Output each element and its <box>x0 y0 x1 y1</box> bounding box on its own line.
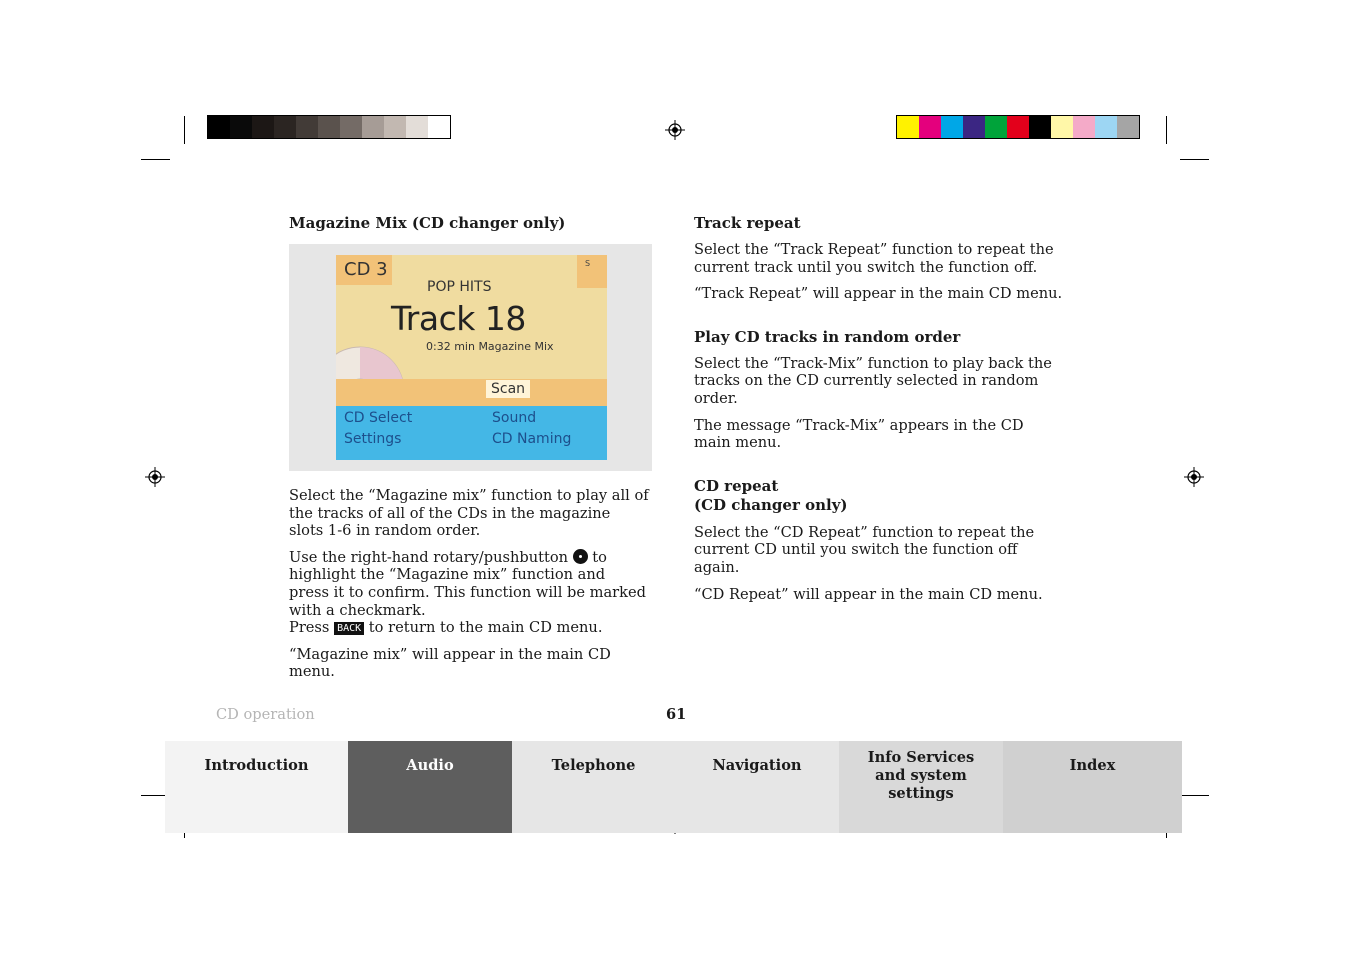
gray-calibration-bar <box>207 115 451 139</box>
color-swatch <box>1117 116 1139 138</box>
scan-button[interactable]: Scan <box>486 380 530 398</box>
gray-swatch <box>318 116 340 138</box>
gray-swatch <box>230 116 252 138</box>
heading-line: (CD changer only) <box>694 495 848 514</box>
right-column <box>694 214 1064 603</box>
section-heading: Track repeat <box>694 214 801 232</box>
paragraph: Select the “Track-Mix” function to play back the tracks on the CD currently selected in random order. <box>694 354 1052 407</box>
left-column <box>289 214 654 232</box>
tab-telephone[interactable]: Telephone <box>512 741 675 833</box>
cd-display-screen <box>336 255 607 460</box>
section-heading: Play CD tracks in random order <box>694 327 961 346</box>
paragraph <box>289 549 649 637</box>
color-swatch <box>1029 116 1051 138</box>
color-swatch <box>1073 116 1095 138</box>
rotary-pushbutton-icon <box>573 549 588 564</box>
section-footer-label: CD operation <box>216 706 315 723</box>
color-calibration-bar <box>896 115 1140 139</box>
left-body <box>289 487 649 681</box>
paragraph: Select the “Magazine mix” function to play all of the tracks of all of the CDs in the magazine slots 1-6 in random order. <box>289 487 649 540</box>
scan-strip <box>336 379 607 406</box>
paragraph: “Track Repeat” will appear in the main CD menu. <box>694 285 1063 303</box>
registration-mark-icon <box>1184 467 1204 487</box>
menu-item-cd-select[interactable]: CD Select <box>344 410 413 426</box>
color-swatch <box>897 116 919 138</box>
color-swatch <box>919 116 941 138</box>
paragraph-text: to return to the main CD menu. <box>368 619 603 637</box>
status-corner <box>577 255 607 288</box>
section-heading: Magazine Mix (CD changer only) <box>289 214 566 232</box>
color-swatch <box>1051 116 1073 138</box>
tab-introduction[interactable]: Introduction <box>165 741 348 833</box>
page-number: 61 <box>666 706 687 723</box>
gray-swatch <box>296 116 318 138</box>
gray-swatch <box>428 116 450 138</box>
crop-mark <box>1166 116 1167 144</box>
crop-mark <box>141 159 170 160</box>
paragraph-text: Use the right-hand rotary/pushbutton <box>289 548 569 566</box>
menu-item-settings[interactable]: Settings <box>344 431 402 447</box>
tab-info-services[interactable]: Info Services and system settings <box>839 741 1003 833</box>
chapter-tabs <box>165 741 1182 833</box>
cd-number-label: CD 3 <box>336 255 392 285</box>
color-swatch <box>963 116 985 138</box>
crop-mark <box>1180 795 1209 796</box>
gray-swatch <box>406 116 428 138</box>
gray-swatch <box>340 116 362 138</box>
tab-audio[interactable]: Audio <box>348 741 512 833</box>
track-title: Track 18 <box>391 299 526 338</box>
heading-line: CD repeat <box>694 476 779 495</box>
paragraph: Select the “CD Repeat” function to repeat the current CD until you switch the function off again. <box>694 523 1035 576</box>
gray-swatch <box>208 116 230 138</box>
tab-index[interactable]: Index <box>1003 741 1182 833</box>
tab-navigation[interactable]: Navigation <box>675 741 839 833</box>
menu-item-sound[interactable]: Sound <box>492 410 537 426</box>
color-swatch <box>1007 116 1029 138</box>
paragraph-text: Press <box>289 619 330 637</box>
registration-mark-icon <box>145 467 165 487</box>
color-swatch <box>985 116 1007 138</box>
gray-swatch <box>274 116 296 138</box>
gray-swatch <box>384 116 406 138</box>
paragraph: “CD Repeat” will appear in the main CD menu. <box>694 585 1043 603</box>
gray-swatch <box>252 116 274 138</box>
paragraph: The message “Track-Mix” appears in the CD main menu. <box>694 416 1024 452</box>
status-label: S <box>585 259 591 268</box>
color-swatch <box>1095 116 1117 138</box>
back-key-icon: BACK <box>334 622 364 635</box>
registration-mark-icon <box>665 120 685 140</box>
paragraph: “Magazine mix” will appear in the main CD menu. <box>289 645 611 681</box>
menu-item-cd-naming[interactable]: CD Naming <box>492 431 572 447</box>
crop-mark <box>184 116 185 144</box>
section-heading <box>694 477 1064 515</box>
paragraph-text: to highlight the “Magazine mix” function and press it to confirm. This function will be marked with a checkmark. <box>289 548 646 619</box>
screen-figure <box>289 244 652 471</box>
album-title: POP HITS <box>427 279 492 295</box>
gray-swatch <box>362 116 384 138</box>
color-swatch <box>941 116 963 138</box>
track-time: 0:32 min Magazine Mix <box>426 340 554 353</box>
paragraph: Select the “Track Repeat” function to repeat the current track until you switch the function off. <box>694 241 1054 276</box>
crop-mark <box>1180 159 1209 160</box>
